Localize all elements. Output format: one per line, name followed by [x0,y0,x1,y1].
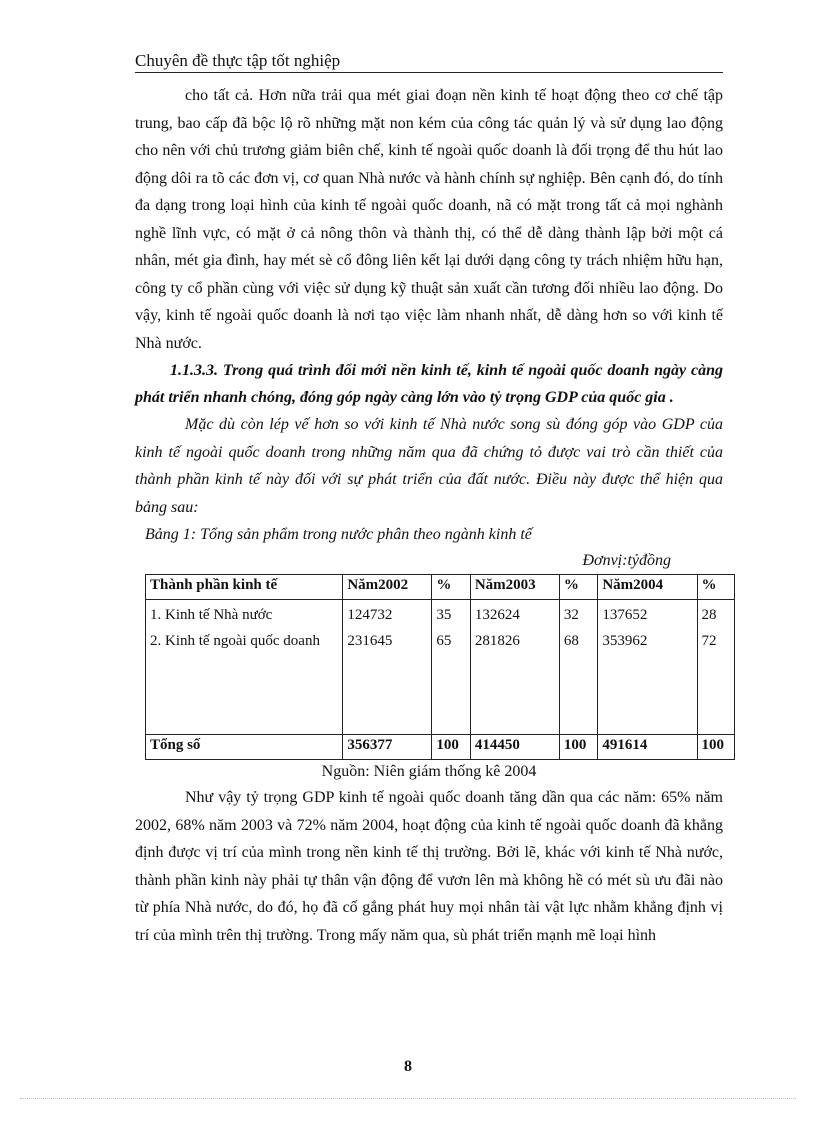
header-year-2003: Năm2003 [470,575,559,600]
value-nonstate-2004: 353962 [602,633,648,649]
value-state-2003: 132624 [474,607,520,623]
header-pct-2004: % [697,575,734,600]
value-state-2002: 124732 [347,607,393,623]
header-year-2004: Năm2004 [598,575,697,600]
header-sector: Thành phần kinh tế [146,575,343,600]
cell-pct-2004 [697,600,734,735]
paragraph-intro: cho tất cả. Hơn nữa trải qua mét giai đoạn nền kinh tế hoạt động theo cơ chế tập trung, bao cấp đã bộc lộ rõ những mặt non kém của công tác quản lý và sử dụng lao động cho nên với chủ trương giảm biên chế, kinh tế ngoài quốc doanh là đối trọng để thu hút lao động dôi ra tõ các đơn vị, cơ quan Nhà nước và hành chính sự nghiệp. Bên cạnh đó, do tính đa dạng trong loại hình của kinh tế ngoài quốc doanh, nã có mặt trong tất cả mọi nghành nghề lĩnh vực, có mặt ở cả nông thôn và thành thị, có thể dễ dàng thành lập bởi một cá nhân, mét gia đình, hay mét sè cổ đông liên kết lại dưới dạng công ty trách nhiệm hữu hạn, công ty cổ phần cùng với việc sử dụng kỹ thuật sản xuất cần tương đối nhiều lao động. Do vậy, kinh tế ngoài quốc doanh là nơi tạo việc làm nhanh nhất, dễ dàng hơn so với kinh tế Nhà nước. [135,87,723,352]
cell-pct-2002 [432,600,470,735]
row-label-state: 1. Kinh tế Nhà nước [150,607,273,623]
document-body [135,82,723,949]
page-bottom-divider [20,1098,796,1099]
pct-state-2003: 32 [563,607,579,623]
paragraph-gdp: Mặc dù còn lép vế hơn so với kinh tế Nhà nước song sù đóng góp vào GDP của kinh tế ngoài quốc doanh trong những năm qua đã chứng tỏ được vai trò cần thiết của thành phần kinh tế này đối với sự phát triển của đất nước. Điều này được thể hiện qua bảng sau: [135,416,723,516]
pct-state-2004: 28 [701,607,717,623]
cell-2002 [343,600,432,735]
running-header: Chuyên đề thực tập tốt nghiệp [135,50,723,73]
section-heading: 1.1.3.3. Trong quá trình đổi mới nền kinh tế, kinh tế ngoài quốc doanh ngày càng phát triển nhanh chóng, đóng góp ngày càng lớn vào tỷ trọng GDP của quốc gia . [135,362,723,406]
table-caption: Bảng 1: Tổng sản phẩm trong nước phân theo ngành kinh tế [145,526,532,543]
pct-nonstate-2004: 72 [701,633,717,649]
value-nonstate-2002: 231645 [347,633,393,649]
table-header-row [146,575,735,600]
total-pct-2004: 100 [697,735,734,760]
cell-sector [146,600,343,735]
table-total-row [146,735,735,760]
cell-2004 [598,600,697,735]
total-2004: 491614 [598,735,697,760]
cell-2003 [470,600,559,735]
gdp-table [145,574,735,760]
cell-pct-2003 [559,600,597,735]
row-label-nonstate: 2. Kinh tế ngoài quốc doanh [150,633,320,649]
page-number: 8 [404,1058,412,1075]
total-pct-2003: 100 [559,735,597,760]
table-source: Nguồn: Niên giám thống kê 2004 [321,763,537,780]
total-label: Tổng số [146,735,343,760]
header-pct-2002: % [432,575,470,600]
table-unit: Đơnvị:tỷđồng [582,552,671,569]
total-2002: 356377 [343,735,432,760]
pct-nonstate-2003: 68 [563,633,579,649]
value-state-2004: 137652 [602,607,648,623]
paragraph-conclusion: Như vậy tỷ trọng GDP kinh tế ngoài quốc doanh tăng dần qua các năm: 65% năm 2002, 68% năm 2003 và 72% năm 2004, hoạt động của kinh tế ngoài quốc doanh đã khẳng định được vị trí của mình trong nền kinh tế thị trường. Bởi lẽ, khác với kinh tế Nhà nước, thành phần kinh này phải tự thân vận động để vươn lên mà không hề có mét sù ưu đãi nào từ phía Nhà nước, do đó, họ đã cố gắng phát huy mọi nhân tài vật lực nhằm khẳng định vị trí của mình trên thị trường. Trong mấy năm qua, sù phát triển mạnh mẽ loại hình [135,789,723,944]
table-row [146,600,735,735]
header-year-2002: Năm2002 [343,575,432,600]
value-nonstate-2003: 281826 [474,633,520,649]
pct-nonstate-2002: 65 [436,633,452,649]
pct-state-2002: 35 [436,607,452,623]
total-pct-2002: 100 [432,735,470,760]
header-pct-2003: % [559,575,597,600]
total-2003: 414450 [470,735,559,760]
